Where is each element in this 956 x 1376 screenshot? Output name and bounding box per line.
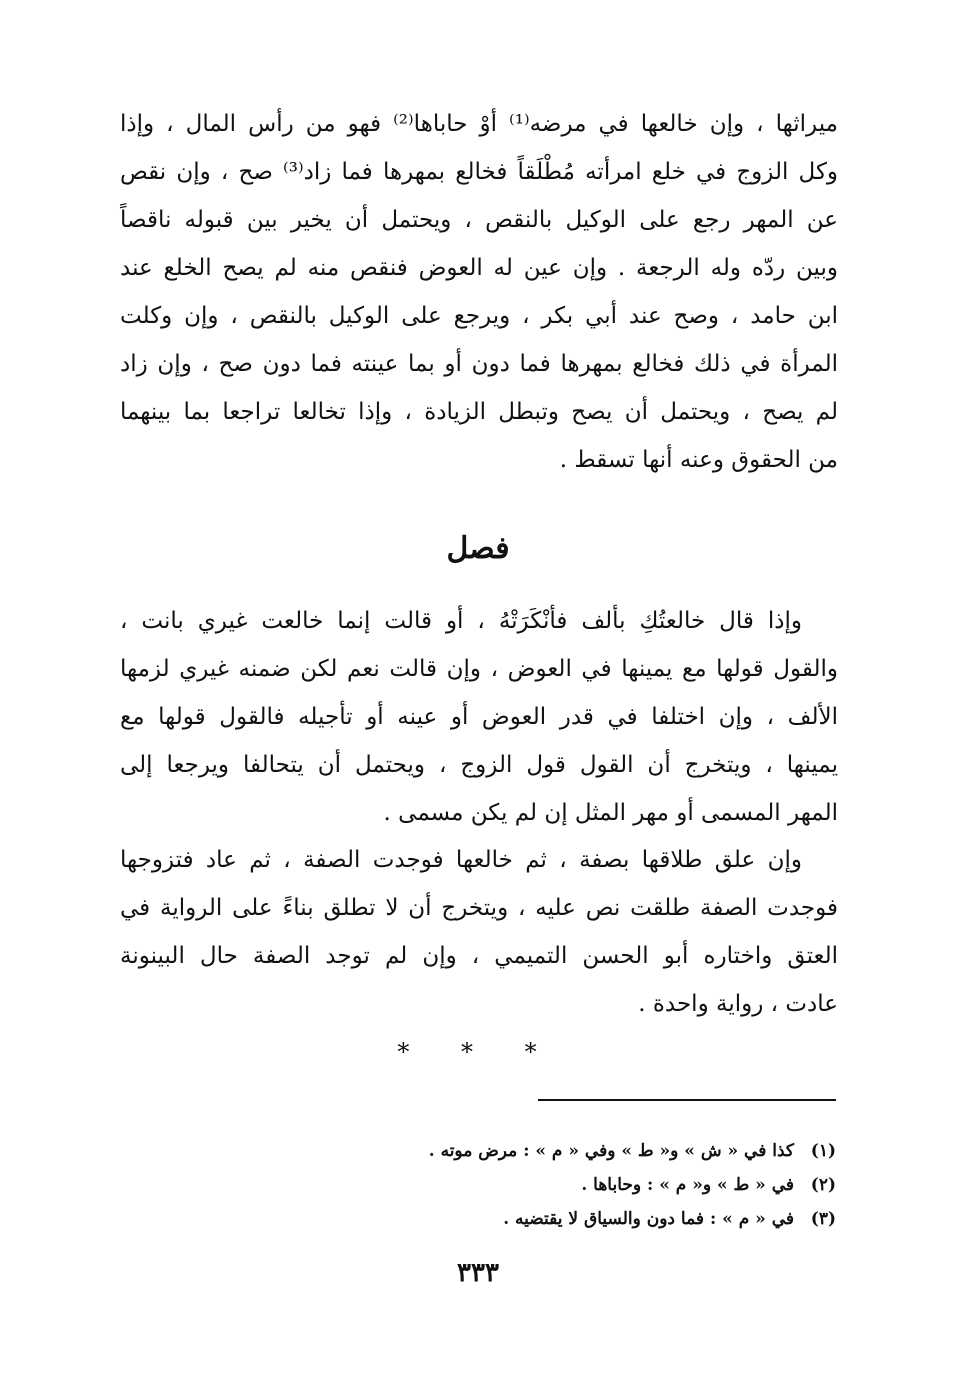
- text-line: ابن حامد ، وصح عند أبي بكر ، ويرجع على الوكيل بالنقص ، وإن وكلت: [120, 303, 838, 329]
- text-line: وإن علق طلاقها بصفة ، ثم خالعها فوجدت الصفة ، ثم عاد فتزوجها: [120, 847, 802, 873]
- text-line: العتق واختاره أبو الحسن التميمي ، وإن لم توجد الصفة حال البينونة: [120, 943, 838, 969]
- footnote-text: كذا في « ش » و« ط » وفي « م » : مرض موته .: [428, 1141, 794, 1161]
- paragraph-3: [120, 836, 838, 1028]
- footnote-number: (١): [810, 1141, 836, 1161]
- text-line: وبين ردّه وله الرجعة . وإن عين له العوض فنقص منه لم يصح الخلع عند: [120, 255, 838, 281]
- text-line: عادت ، رواية واحدة .: [638, 991, 838, 1017]
- text-line: وكل الزوج في خلع امرأته مُطْلَقاً فخالع بمهرها فما زاد⁽³⁾ صح ، وإن نقص: [120, 159, 839, 185]
- paragraph-2: [120, 597, 838, 837]
- footnote-number: (٢): [810, 1175, 836, 1195]
- footnote-item: [136, 1134, 836, 1168]
- section-separator: * * *: [397, 1038, 559, 1066]
- footnotes: [136, 1134, 836, 1236]
- footnote-item: [136, 1168, 836, 1202]
- footnote-number: (٣): [810, 1209, 836, 1229]
- page-number: ٣٣٣: [457, 1258, 499, 1288]
- text-line: لم يصح ، ويحتمل أن يصح وتبطل الزيادة ، وإذا تخالعا تراجعا بما بينهما: [120, 399, 838, 425]
- text-line: من الحقوق وعنه أنها تسقط .: [559, 447, 838, 473]
- text-line: والقول قولها مع يمينها في العوض ، وإن قالت نعم لكن ضمنه غيري لزمها: [120, 656, 838, 682]
- text-line: المرأة في ذلك فخالع بمهرها فما دون أو بما عينته فما دون صح ، وإن زاد: [120, 351, 838, 377]
- text-line: عن المهر رجع على الوكيل بالنقص ، ويحتمل أن يخير بين قبوله ناقصاً: [120, 207, 838, 233]
- text-line: وإذا قال خالعتُكِ بألف فأنْكَرَتْهُ ، أو قالت إنما خالعت غيري بانت ،: [120, 608, 802, 634]
- paragraph-1: [120, 100, 838, 484]
- text-line: يمينها ، ويتخرج أن القول قول الزوج ، ويحتمل أن يتحالفا ويرجعا إلى: [120, 752, 838, 778]
- footnote-text: في « ط » و« م » : وحاباها .: [581, 1175, 794, 1195]
- text-line: الألف ، وإن اختلفا في قدر العوض أو عينه أو تأجيله فالقول قولها مع: [120, 704, 838, 730]
- text-line: المهر المسمى أو مهر المثل إن لم يكن مسمى .: [383, 800, 838, 826]
- text-line: فوجدت الصفة طلقت نص عليه ، ويتخرج أن لا تطلق بناءً على الرواية في: [120, 895, 838, 921]
- footnote-text: في « م » : فما دون والسياق لا يقتضيه .: [503, 1209, 794, 1229]
- footnote-item: [136, 1202, 836, 1236]
- text-line: ميراثها ، وإن خالعها في مرضه⁽¹⁾ أوْ حاباها⁽²⁾ فهو من رأس المال ، وإذا: [120, 111, 838, 137]
- section-heading: فصل: [446, 531, 510, 566]
- footnote-divider: [538, 1099, 836, 1101]
